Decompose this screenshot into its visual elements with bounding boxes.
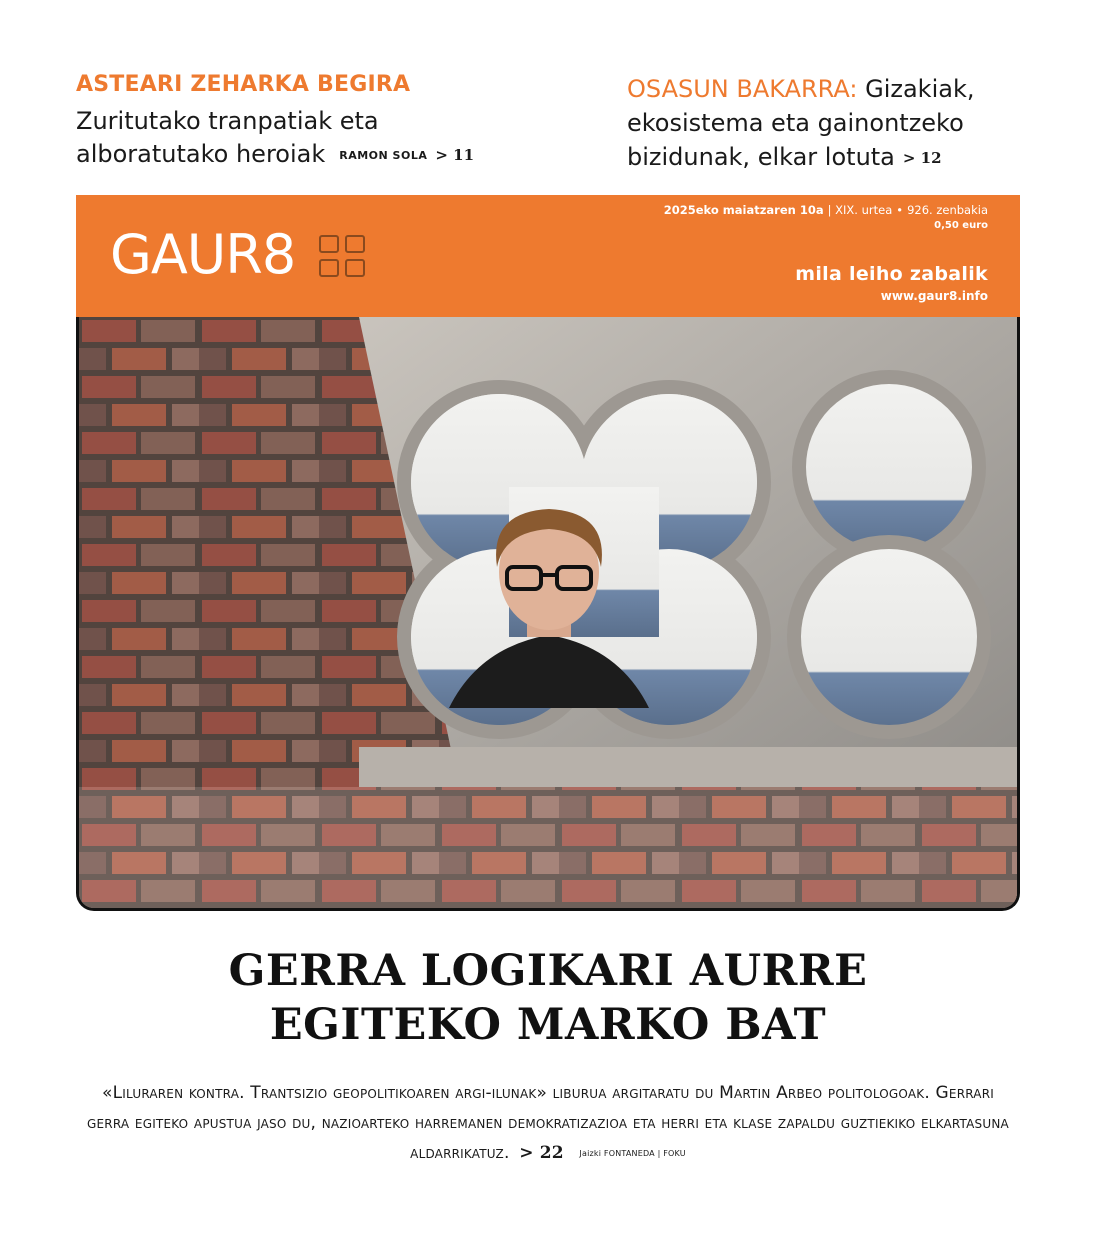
logo[interactable]: GAUR8 xyxy=(110,223,296,286)
issue-number: 926. zenbakia xyxy=(907,203,988,217)
lead-text: «Liluraren kontra. Trantsizio geopolitikoaren argi-ilunak» liburua argitaratu du Martin Arbeo politologoak. Gerrari gerra egiteko apustua jaso du, nazioarteko harremanen demokratizazioa eta herri eta klase zapaldu guztiekiko elkartasuna aldarrikatuz. xyxy=(87,1083,1009,1163)
headline[interactable] xyxy=(76,944,1020,1052)
cover-photo xyxy=(76,317,1020,911)
lead-page-ref[interactable]: > 22 xyxy=(519,1143,564,1163)
teaser-left-page-ref[interactable]: > 11 xyxy=(435,146,475,164)
masthead xyxy=(76,195,1020,317)
website-link[interactable]: www.gaur8.info xyxy=(880,289,988,303)
headline-line2: EGITEKO MARKO BAT xyxy=(269,1000,827,1050)
teaser-left[interactable] xyxy=(76,72,546,172)
teaser-right-page-ref[interactable]: > 12 xyxy=(902,149,942,167)
slogan: mila leiho zabalik xyxy=(795,263,988,285)
photo-credit: Jaizki FONTANEDA | FOKU xyxy=(579,1149,686,1158)
teaser-left-text xyxy=(76,105,546,172)
teaser-right-kicker: OSASUN BAKARRA: xyxy=(627,75,858,103)
teaser-right[interactable] xyxy=(627,72,1027,175)
issue-volume: XIX. urtea xyxy=(835,203,893,217)
teaser-left-byline: RAMON SOLA xyxy=(339,149,428,162)
teaser-right-line1: Gizakiak, xyxy=(865,75,975,103)
cover-photo-illustration xyxy=(79,317,1017,908)
teaser-left-line2: alboratutako heroiak xyxy=(76,140,326,168)
issue-date: 2025eko maiatzaren 10a xyxy=(663,203,824,217)
teaser-left-kicker: ASTEARI ZEHARKA BEGIRA xyxy=(76,72,411,97)
issue-price: 0,50 euro xyxy=(934,220,988,231)
teaser-right-line3: bizidunak, elkar lotuta xyxy=(627,143,895,171)
teaser-left-line1: Zuritutako tranpatiak eta xyxy=(76,107,379,135)
teaser-right-line2: ekosistema eta gainontzeko xyxy=(627,109,964,137)
headline-line1: GERRA LOGIKARI AURRE xyxy=(228,946,868,996)
lead-paragraph xyxy=(80,1078,1016,1169)
issue-info: 2025eko maiatzaren 10a | XIX. urtea • 926. zenbakia xyxy=(663,203,988,217)
teaser-right-text xyxy=(627,72,1027,175)
issue-separator: • xyxy=(896,203,904,217)
logo-window-icon xyxy=(319,235,369,281)
